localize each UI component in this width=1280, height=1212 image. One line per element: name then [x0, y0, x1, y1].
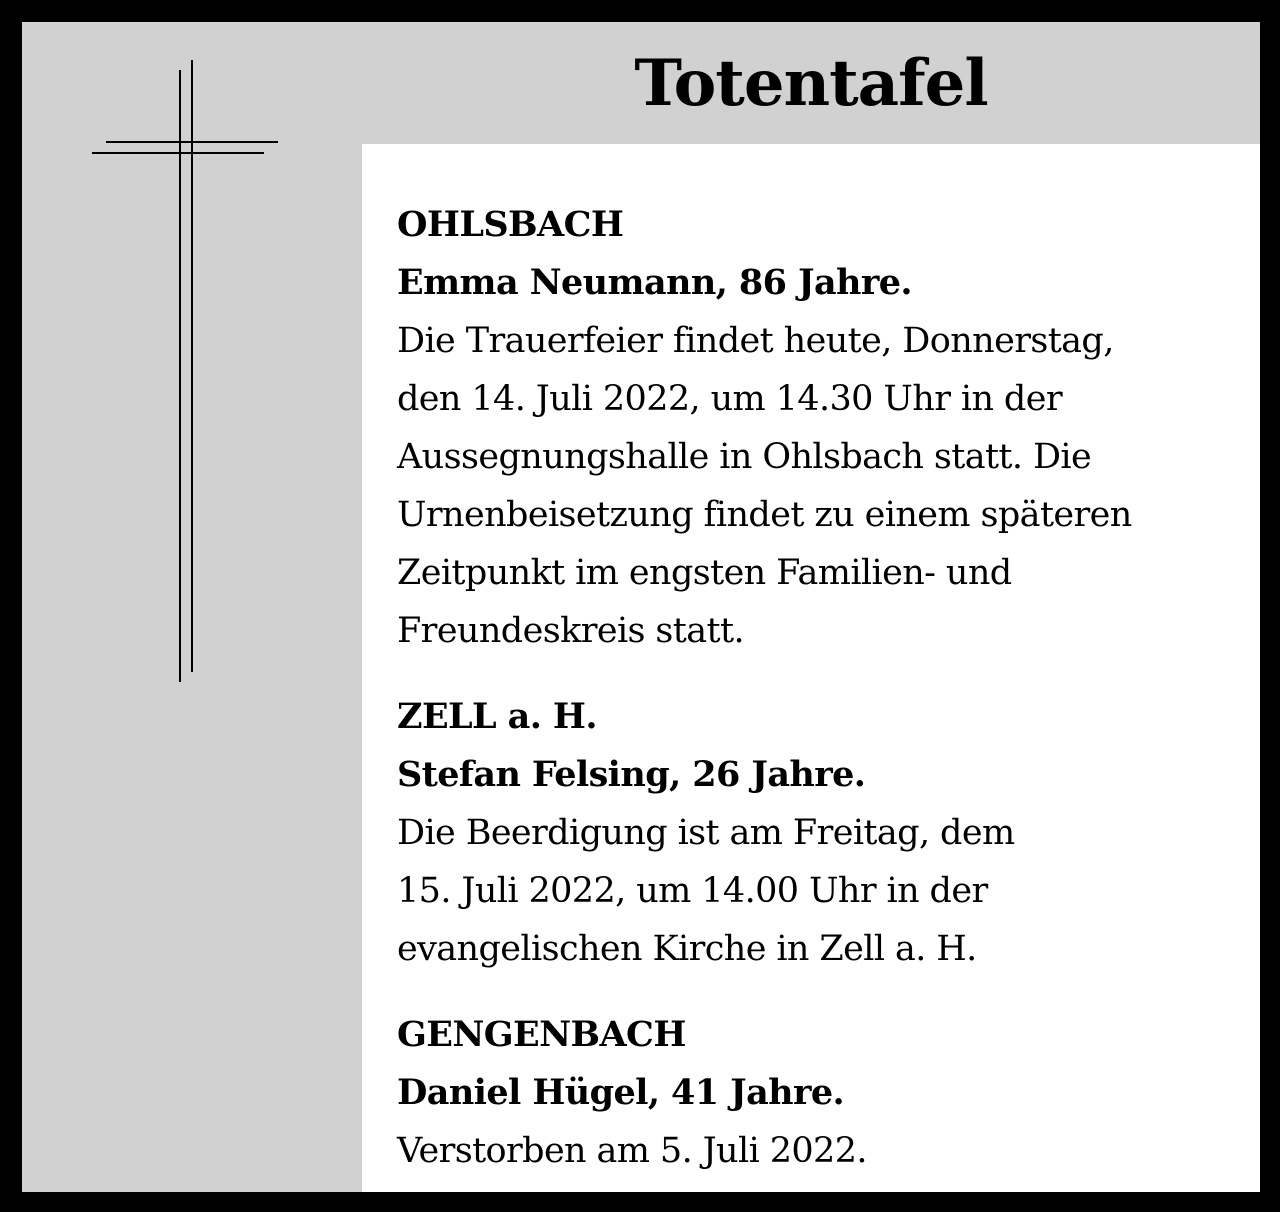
entry-text-line: Freundeskreis statt.	[397, 611, 744, 651]
entry-text-line: Verstorben am 5. Juli 2022.	[397, 1131, 867, 1171]
entry-text	[397, 804, 1247, 978]
obituary-entry	[397, 196, 1247, 660]
cross-icon	[92, 60, 282, 690]
entry-text-line: den 14. Juli 2022, um 14.30 Uhr in der	[397, 379, 1062, 419]
notice-panel	[22, 22, 1260, 1192]
obituary-content	[362, 144, 1260, 1192]
entry-text-line: Urnenbeisetzung findet zu einem späteren	[397, 495, 1132, 535]
entry-text-line: Aussegnungshalle in Ohlsbach statt. Die	[397, 437, 1092, 477]
page-title: Totentafel	[634, 46, 988, 121]
entry-text-line: evangelischen Kirche in Zell a. H.	[397, 929, 977, 969]
entry-text-line: Die Beerdigung ist am Freitag, dem	[397, 813, 1015, 853]
entry-place: OHLSBACH	[397, 204, 624, 245]
entry-name: Emma Neumann, 86 Jahre.	[397, 262, 912, 303]
entry-text-line: Die Trauerfeier findet heute, Donnerstag,	[397, 321, 1114, 361]
entry-place: GENGENBACH	[397, 1014, 686, 1055]
entry-name: Daniel Hügel, 41 Jahre.	[397, 1072, 845, 1113]
entry-text-line: Zeitpunkt im engsten Familien- und	[397, 553, 1012, 593]
entry-name: Stefan Felsing, 26 Jahre.	[397, 754, 866, 795]
obituary-list	[397, 196, 1247, 1208]
entry-place: ZELL a. H.	[397, 696, 597, 737]
obituary-entry	[397, 1006, 1247, 1180]
entry-text	[397, 312, 1247, 660]
obituary-entry	[397, 688, 1247, 978]
entry-text-line: 15. Juli 2022, um 14.00 Uhr in der	[397, 871, 988, 911]
entry-text	[397, 1122, 1247, 1180]
